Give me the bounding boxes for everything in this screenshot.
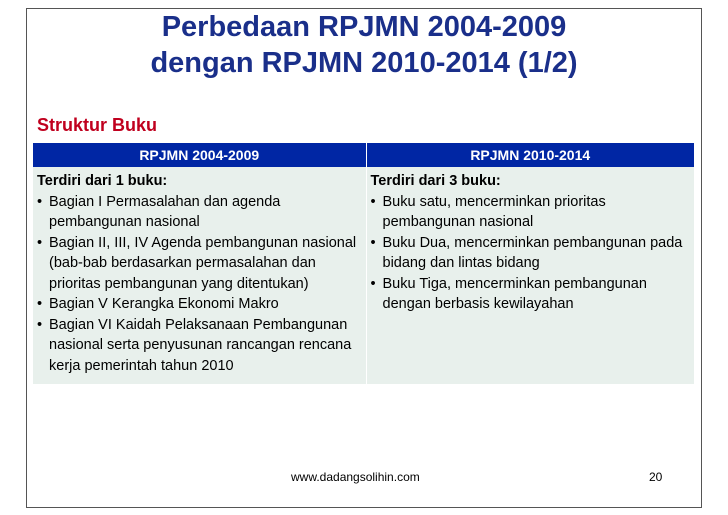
cell-heading: Terdiri dari 1 buku: [37,173,168,189]
cell-2004-2009 [33,167,366,384]
table-header-row [33,143,694,167]
bullet-list [371,192,691,315]
page-number: 20 [649,470,663,484]
section-heading: Struktur Buku [37,115,158,135]
list-item-text: Buku Tiga, mencerminkan pembangunan dengan berbasis kewilayahan [382,275,647,312]
bullet-icon: • [370,275,376,292]
bullet-icon: • [37,296,43,312]
bullet-icon: • [37,193,43,210]
list-item [371,192,691,233]
list-item [37,233,362,295]
list-item-text: Bagian II, III, IV Agenda pembangunan nasional (bab-bab berdasarkan permasalahan dan prioritas pembangunan yang ditentukan) [49,234,357,292]
table-row [33,167,694,384]
list-item [37,294,362,315]
list-item [37,315,362,377]
list-item-text: Bagian VI Kaidah Pelaksanaan Pembangunan nasional serta penyusunan rancangan rencana kerja pemerintah tahun 2010 [49,316,352,374]
list-item-text: Buku satu, mencerminkan prioritas pembangunan nasional [382,193,606,230]
list-item-text: Bagian I Permasalahan dan agenda pembangunan nasional [49,193,281,230]
footer-url: www.dadangsolihin.com [291,470,420,484]
list-item [371,274,691,315]
cell-2010-2014 [366,167,694,384]
bullet-icon: • [370,234,376,251]
list-item [371,233,691,274]
bullet-icon: • [37,316,43,333]
column-header-2010-2014: RPJMN 2010-2014 [366,143,694,167]
bullet-list [37,192,362,377]
bullet-icon: • [370,193,376,210]
bullet-icon: • [37,234,43,251]
list-item-text: Buku Dua, mencerminkan pembangunan pada bidang dan lintas bidang [382,234,683,271]
cell-heading: Terdiri dari 3 buku: [370,173,501,189]
list-item [37,192,362,233]
slide-title-line1: Perbedaan RPJMN 2004-2009 [161,11,567,43]
slide-title-line2: dengan RPJMN 2010-2014 (1/2) [150,47,578,79]
column-header-2004-2009: RPJMN 2004-2009 [33,143,366,167]
comparison-table [33,143,694,384]
list-item-text: Bagian V Kerangka Ekonomi Makro [49,296,279,312]
